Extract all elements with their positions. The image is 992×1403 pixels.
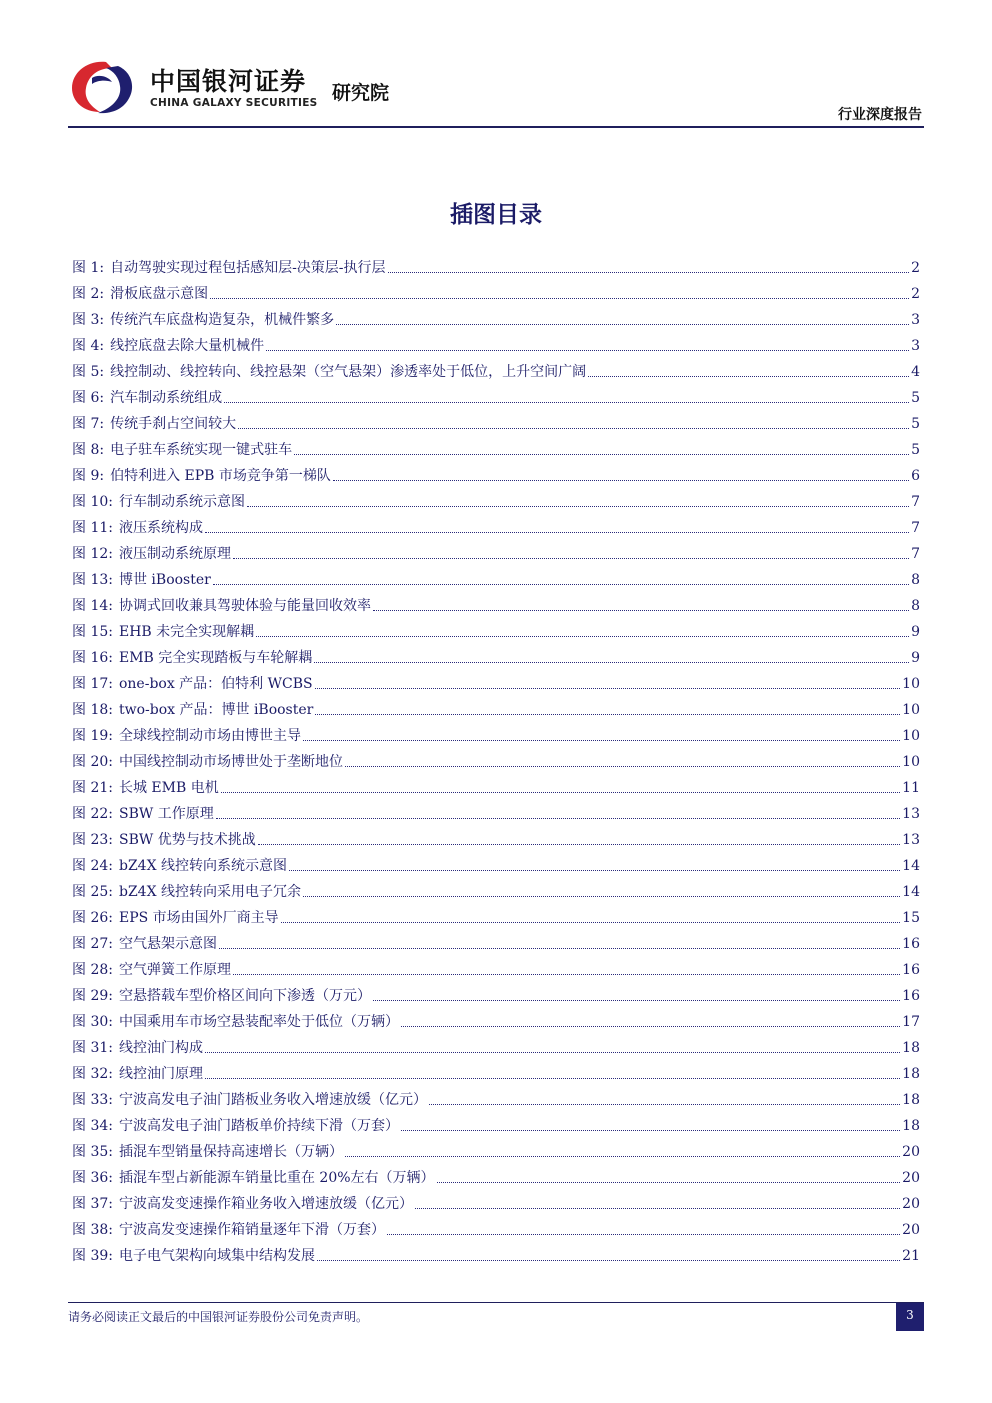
toc-entry-dot-leader — [294, 453, 909, 455]
toc-entry-label — [72, 882, 301, 902]
toc-entry-dot-leader — [281, 921, 901, 923]
toc-entry-label — [72, 518, 203, 538]
toc-entry-number: 图 1: — [72, 260, 105, 276]
toc-entry[interactable] — [72, 928, 920, 954]
toc-entry-dot-leader — [315, 687, 901, 689]
toc-entry-page: 18 — [902, 1066, 920, 1082]
toc-entry-number: 图 7: — [72, 416, 105, 432]
toc-entry-dot-leader — [429, 1103, 900, 1105]
toc-entry[interactable] — [72, 486, 920, 512]
toc-entry-page: 15 — [902, 910, 920, 926]
toc-entry-title: EHB 未完全实现解耦 — [118, 624, 255, 640]
toc-entry-page: 3 — [911, 338, 920, 354]
toc-entry-number: 图 38: — [72, 1222, 113, 1238]
toc-entry-label — [72, 1090, 427, 1110]
toc-entry[interactable] — [72, 278, 920, 304]
toc-entry-number: 图 17: — [72, 676, 113, 692]
toc-entry-dot-leader — [415, 1207, 900, 1209]
toc-entry-label — [72, 336, 264, 356]
toc-entry-page: 10 — [902, 702, 920, 718]
toc-entry-title: 空气弹簧工作原理 — [118, 962, 231, 978]
toc-entry-page: 2 — [911, 260, 920, 276]
toc-entry-number: 图 9: — [72, 468, 105, 484]
toc-entry-title: 中国线控制动市场博世处于垄断地位 — [118, 754, 343, 770]
toc-entry-title: 传统手刹占空间较大 — [110, 416, 237, 432]
toc-entry-number: 图 34: — [72, 1118, 113, 1134]
toc-entry-page: 18 — [902, 1040, 920, 1056]
toc-entry-dot-leader — [221, 791, 900, 793]
toc-entry-page: 6 — [911, 468, 920, 484]
toc-entry-label — [72, 284, 208, 304]
toc-entry-label — [72, 804, 214, 824]
toc-entry-number: 图 23: — [72, 832, 113, 848]
toc-entry-page: 20 — [902, 1170, 920, 1186]
toc-entry-number: 图 32: — [72, 1066, 113, 1082]
toc-entry-number: 图 2: — [72, 286, 105, 302]
toc-entry-title: 插混车型占新能源车销量比重在 20%左右（万辆） — [118, 1170, 435, 1186]
toc-entry-number: 图 28: — [72, 962, 113, 978]
toc-entry-number: 图 10: — [72, 494, 113, 510]
toc-entry-dot-leader — [345, 1155, 900, 1157]
toc-entry-dot-leader — [205, 531, 909, 533]
toc-entry[interactable] — [72, 876, 920, 902]
toc-entry-page: 7 — [911, 520, 920, 536]
toc-entry[interactable] — [72, 824, 920, 850]
report-type-label: 行业深度报告 — [838, 107, 922, 123]
toc-entry-page: 4 — [911, 364, 920, 380]
toc-entry[interactable] — [72, 1188, 920, 1214]
toc-entry-page: 16 — [902, 962, 920, 978]
toc-entry-title: 宁波高发变速操作箱业务收入增速放缓（亿元） — [118, 1196, 413, 1212]
toc-entry-number: 图 15: — [72, 624, 113, 640]
toc-entry-number: 图 14: — [72, 598, 113, 614]
toc-entry-label — [72, 570, 211, 590]
toc-entry-label — [72, 440, 292, 460]
toc-entry-page: 9 — [911, 650, 920, 666]
toc-entry-title: one-box 产品：伯特利 WCBS — [118, 676, 313, 692]
toc-entry-number: 图 21: — [72, 780, 113, 796]
toc-entry[interactable] — [72, 434, 920, 460]
toc-entry[interactable] — [72, 356, 920, 382]
toc-entry-label — [72, 544, 231, 564]
toc-entry-title: 宁波高发电子油门踏板业务收入增速放缓（亿元） — [118, 1092, 427, 1108]
toc-entry-dot-leader — [437, 1181, 901, 1183]
toc-entry[interactable] — [72, 616, 920, 642]
toc-entry-dot-leader — [205, 1077, 900, 1079]
toc-entry-page: 20 — [902, 1144, 920, 1160]
toc-entry-page: 9 — [911, 624, 920, 640]
toc-entry-dot-leader — [315, 713, 900, 715]
institute-label: 研究院 — [332, 82, 390, 104]
page-title: 插图目录 — [450, 201, 542, 228]
toc-entry-dot-leader — [303, 895, 900, 897]
toc-entry-dot-leader — [401, 1129, 900, 1131]
toc-entry-number: 图 39: — [72, 1248, 113, 1264]
toc-entry[interactable] — [72, 512, 920, 538]
footer-divider — [68, 1302, 924, 1303]
toc-entry-label — [72, 986, 371, 1006]
toc-entry[interactable] — [72, 460, 920, 486]
toc-entry-page: 16 — [902, 988, 920, 1004]
toc-entry-dot-leader — [388, 271, 910, 273]
toc-entry-number: 图 30: — [72, 1014, 113, 1030]
toc-entry-label — [72, 1194, 413, 1214]
toc-entry-label — [72, 258, 386, 278]
toc-entry-dot-leader — [247, 505, 909, 507]
toc-entry-page: 5 — [911, 416, 920, 432]
toc-entry-dot-leader — [219, 947, 900, 949]
toc-entry-title: 电子驻车系统实现一键式驻车 — [110, 442, 293, 458]
toc-entry[interactable] — [72, 304, 920, 330]
toc-entry[interactable] — [72, 1136, 920, 1162]
toc-entry[interactable] — [72, 850, 920, 876]
toc-entry-title: EMB 完全实现踏板与车轮解耦 — [118, 650, 313, 666]
toc-entry-number: 图 13: — [72, 572, 113, 588]
toc-entry[interactable] — [72, 902, 920, 928]
toc-entry-label — [72, 726, 301, 746]
toc-entry[interactable] — [72, 252, 920, 278]
toc-entry-page: 13 — [902, 832, 920, 848]
toc-entry-number: 图 27: — [72, 936, 113, 952]
toc-entry-title: 空气悬架示意图 — [118, 936, 217, 952]
toc-entry-label — [72, 596, 371, 616]
toc-entry-page: 8 — [911, 598, 920, 614]
toc-entry-label — [72, 414, 236, 434]
toc-entry-title: 全球线控制动市场由博世主导 — [118, 728, 301, 744]
toc-entry[interactable] — [72, 642, 920, 668]
toc-entry-number: 图 18: — [72, 702, 113, 718]
toc-entry-label — [72, 830, 256, 850]
toc-entry-dot-leader — [238, 427, 909, 429]
galaxy-logo-icon — [68, 58, 138, 116]
toc-entry-dot-leader — [266, 349, 909, 351]
toc-entry-page: 14 — [902, 884, 920, 900]
toc-entry-label — [72, 1064, 203, 1084]
toc-entry-title: 宁波高发变速操作箱销量逐年下滑（万套） — [118, 1222, 385, 1238]
toc-entry-label — [72, 934, 217, 954]
page-number-badge: 3 — [896, 1303, 924, 1331]
figure-index-list — [72, 252, 920, 1266]
toc-entry-label — [72, 1116, 399, 1136]
toc-entry-number: 图 16: — [72, 650, 113, 666]
toc-entry[interactable] — [72, 1110, 920, 1136]
toc-entry-title: SBW 工作原理 — [118, 806, 214, 822]
toc-entry-page: 5 — [911, 442, 920, 458]
toc-entry-number: 图 26: — [72, 910, 113, 926]
toc-entry-dot-leader — [303, 739, 900, 741]
toc-entry-page: 10 — [902, 676, 920, 692]
toc-entry-number: 图 4: — [72, 338, 105, 354]
toc-entry[interactable] — [72, 330, 920, 356]
toc-entry-label — [72, 1246, 315, 1266]
toc-entry-title: 长城 EMB 电机 — [118, 780, 219, 796]
toc-entry-title: 空悬搭载车型价格区间向下渗透（万元） — [118, 988, 371, 1004]
toc-entry-dot-leader — [333, 479, 909, 481]
toc-entry-page: 16 — [902, 936, 920, 952]
toc-entry-dot-leader — [317, 1259, 900, 1261]
toc-entry-page: 3 — [911, 312, 920, 328]
toc-entry-dot-leader — [233, 557, 909, 559]
toc-entry-label — [72, 492, 245, 512]
header-divider — [68, 126, 924, 128]
toc-entry-label — [72, 362, 586, 382]
toc-entry-page: 11 — [902, 780, 920, 796]
brand-name-en: CHINA GALAXY SECURITIES — [150, 97, 318, 109]
toc-entry-number: 图 19: — [72, 728, 113, 744]
toc-entry[interactable] — [72, 1084, 920, 1110]
toc-entry-title: 液压制动系统原理 — [118, 546, 231, 562]
toc-entry-label — [72, 1012, 399, 1032]
toc-entry-dot-leader — [588, 375, 909, 377]
toc-entry-label — [72, 960, 231, 980]
toc-entry-title: 线控底盘去除大量机械件 — [110, 338, 265, 354]
toc-entry-page: 20 — [902, 1196, 920, 1212]
toc-entry-page: 10 — [902, 754, 920, 770]
toc-entry-dot-leader — [387, 1233, 900, 1235]
toc-entry-dot-leader — [314, 661, 909, 663]
toc-entry-title: 博世 iBooster — [118, 572, 211, 588]
toc-entry-page: 21 — [902, 1248, 920, 1264]
toc-entry-label — [72, 622, 254, 642]
toc-entry-title: 行车制动系统示意图 — [118, 494, 245, 510]
toc-entry-title: 自动驾驶实现过程包括感知层-决策层-执行层 — [110, 260, 386, 276]
toc-entry-label — [72, 752, 343, 772]
toc-entry-number: 图 22: — [72, 806, 113, 822]
toc-entry-page: 10 — [902, 728, 920, 744]
toc-entry-title: 宁波高发电子油门踏板单价持续下滑（万套） — [118, 1118, 399, 1134]
toc-entry-label — [72, 1038, 203, 1058]
toc-entry-title: 汽车制动系统组成 — [110, 390, 223, 406]
toc-entry-title: 传统汽车底盘构造复杂，机械件繁多 — [110, 312, 335, 328]
toc-entry[interactable] — [72, 1006, 920, 1032]
toc-entry[interactable] — [72, 538, 920, 564]
footer-disclaimer: 请务必阅读正文最后的中国银河证券股份公司免责声明。 — [68, 1310, 369, 1324]
toc-entry-number: 图 33: — [72, 1092, 113, 1108]
toc-entry-page: 8 — [911, 572, 920, 588]
toc-entry-page: 20 — [902, 1222, 920, 1238]
toc-entry-page: 17 — [902, 1014, 920, 1030]
toc-entry-title: bZ4X 线控转向采用电子冗余 — [118, 884, 301, 900]
toc-entry-title: 协调式回收兼具驾驶体验与能量回收效率 — [118, 598, 371, 614]
toc-entry[interactable] — [72, 1032, 920, 1058]
toc-entry[interactable] — [72, 668, 920, 694]
toc-entry-title: SBW 优势与技术挑战 — [118, 832, 256, 848]
toc-entry[interactable] — [72, 772, 920, 798]
toc-entry-number: 图 31: — [72, 1040, 113, 1056]
toc-entry[interactable] — [72, 980, 920, 1006]
toc-entry-title: 伯特利进入 EPB 市场竞争第一梯队 — [110, 468, 331, 484]
toc-entry-label — [72, 310, 334, 330]
toc-entry-page: 7 — [911, 494, 920, 510]
toc-entry-dot-leader — [289, 869, 900, 871]
toc-entry-label — [72, 648, 312, 668]
toc-entry-dot-leader — [373, 609, 909, 611]
toc-entry-label — [72, 674, 313, 694]
toc-entry[interactable] — [72, 720, 920, 746]
toc-entry-title: 插混车型销量保持高速增长（万辆） — [118, 1144, 343, 1160]
toc-entry-page: 13 — [902, 806, 920, 822]
toc-entry-dot-leader — [205, 1051, 900, 1053]
toc-entry[interactable] — [72, 590, 920, 616]
toc-entry-number: 图 37: — [72, 1196, 113, 1212]
toc-entry-label — [72, 856, 287, 876]
toc-entry-number: 图 36: — [72, 1170, 113, 1186]
toc-entry-page: 2 — [911, 286, 920, 302]
toc-entry-title: 线控油门原理 — [118, 1066, 203, 1082]
toc-entry-title: 中国乘用车市场空悬装配率处于低位（万辆） — [118, 1014, 399, 1030]
page-header — [0, 0, 992, 130]
toc-entry[interactable] — [72, 694, 920, 720]
toc-entry-label — [72, 1168, 435, 1188]
toc-entry-label — [72, 466, 331, 486]
toc-entry-number: 图 12: — [72, 546, 113, 562]
toc-entry-label — [72, 778, 219, 798]
toc-entry-dot-leader — [336, 323, 909, 325]
toc-entry-label — [72, 1220, 385, 1240]
toc-entry-number: 图 25: — [72, 884, 113, 900]
toc-entry[interactable] — [72, 1214, 920, 1240]
toc-entry[interactable] — [72, 1058, 920, 1084]
toc-entry[interactable] — [72, 382, 920, 408]
toc-entry-number: 图 5: — [72, 364, 105, 380]
toc-entry[interactable] — [72, 798, 920, 824]
toc-entry-number: 图 11: — [72, 520, 113, 536]
toc-entry[interactable] — [72, 1162, 920, 1188]
toc-entry-dot-leader — [373, 999, 900, 1001]
toc-entry-dot-leader — [224, 401, 909, 403]
toc-entry-dot-leader — [210, 297, 909, 299]
toc-entry-dot-leader — [256, 635, 909, 637]
brand-name-cn: 中国银河证券 — [150, 67, 307, 96]
toc-entry-dot-leader — [345, 765, 900, 767]
toc-entry-title: bZ4X 线控转向系统示意图 — [118, 858, 287, 874]
toc-entry-title: two-box 产品：博世 iBooster — [118, 702, 314, 718]
toc-entry-page: 14 — [902, 858, 920, 874]
toc-entry-title: 滑板底盘示意图 — [110, 286, 209, 302]
toc-entry[interactable] — [72, 1240, 920, 1266]
toc-entry-dot-leader — [258, 843, 900, 845]
toc-entry-number: 图 29: — [72, 988, 113, 1004]
toc-entry-title: 线控油门构成 — [118, 1040, 203, 1056]
toc-entry-title: EPS 市场由国外厂商主导 — [118, 910, 279, 926]
toc-entry[interactable] — [72, 564, 920, 590]
toc-entry-number: 图 24: — [72, 858, 113, 874]
toc-entry-number: 图 35: — [72, 1144, 113, 1160]
toc-entry-number: 图 3: — [72, 312, 105, 328]
toc-entry-page: 5 — [911, 390, 920, 406]
toc-entry[interactable] — [72, 746, 920, 772]
toc-entry-number: 图 20: — [72, 754, 113, 770]
toc-entry-title: 线控制动、线控转向、线控悬架（空气悬架）渗透率处于低位，上升空间广阔 — [110, 364, 587, 380]
toc-entry-label — [72, 388, 222, 408]
toc-entry-label — [72, 908, 279, 928]
toc-entry-number: 图 8: — [72, 442, 105, 458]
toc-entry[interactable] — [72, 408, 920, 434]
toc-entry-page: 18 — [902, 1118, 920, 1134]
toc-entry-title: 电子电气架构向域集中结构发展 — [118, 1248, 315, 1264]
toc-entry[interactable] — [72, 954, 920, 980]
toc-entry-dot-leader — [213, 583, 909, 585]
toc-entry-page: 7 — [911, 546, 920, 562]
toc-entry-number: 图 6: — [72, 390, 105, 406]
toc-entry-label — [72, 1142, 343, 1162]
toc-entry-title: 液压系统构成 — [118, 520, 203, 536]
toc-entry-dot-leader — [401, 1025, 900, 1027]
toc-entry-page: 18 — [902, 1092, 920, 1108]
toc-entry-dot-leader — [233, 973, 900, 975]
toc-entry-label — [72, 700, 313, 720]
toc-entry-dot-leader — [216, 817, 900, 819]
